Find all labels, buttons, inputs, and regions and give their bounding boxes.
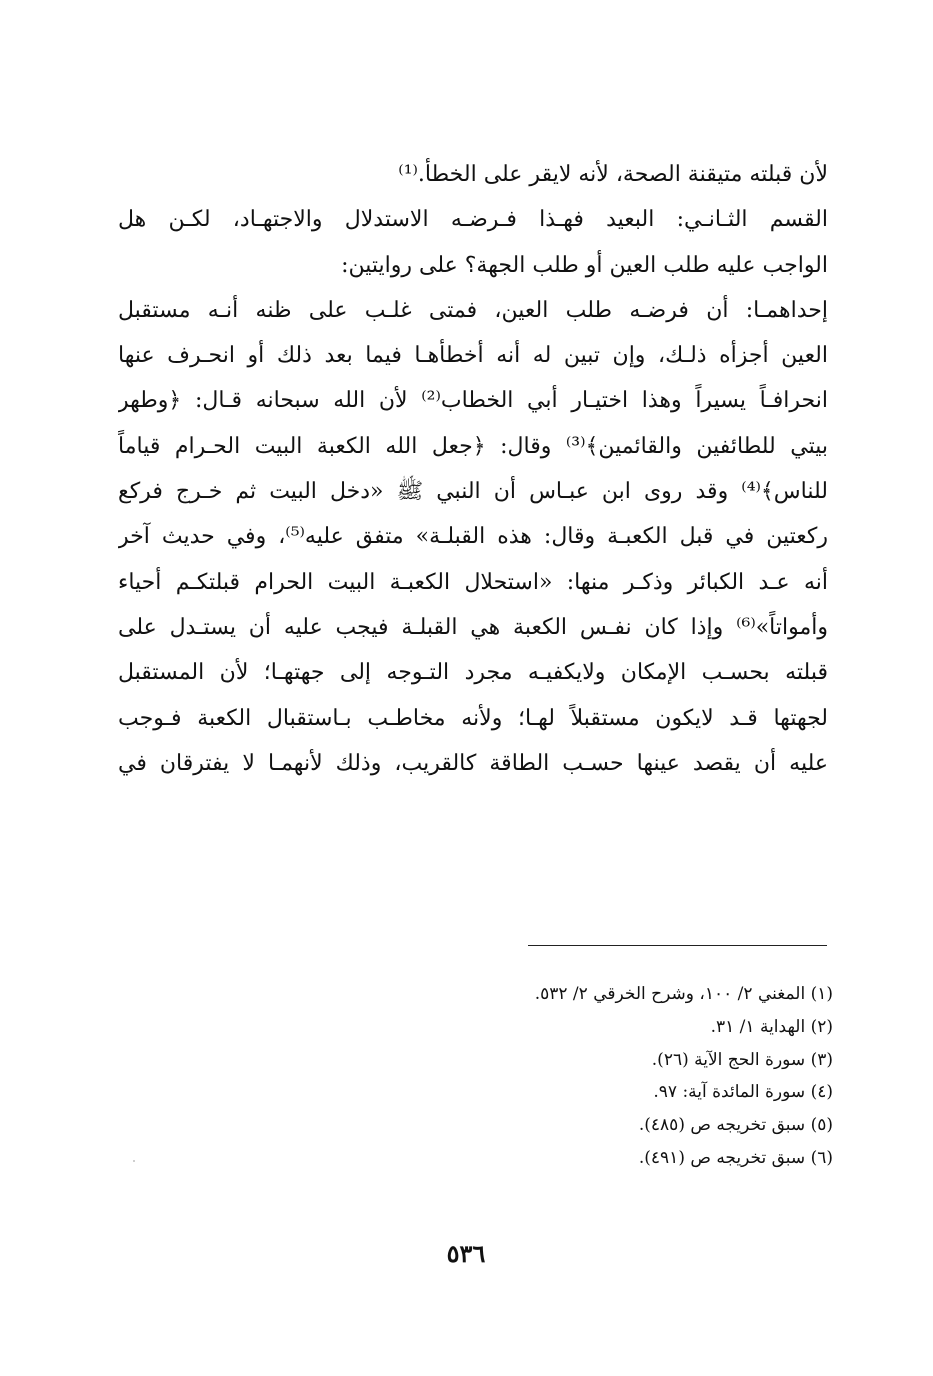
text-line-1: لأن قبلته متيقنة الصحة، لأنه لايقر على الخطأ.⁽¹⁾	[398, 162, 828, 187]
text-line-6: انحرافـاً يسيراً وهذا اختيـار أبي الخطاب⁽²⁾ لأن الله سبحانه قـال: ﴿وطهر	[118, 388, 828, 414]
text-line-13: لجهتها قـد لايكون مستقبلاً لهـا؛ ولأنه مخاطـب بـاستقبال الكعبة فـوجب	[118, 705, 828, 731]
text-line-9: ركعتين في قبل الكعبـة وقال: هذه القبلـة» متفق عليه⁽⁵⁾، وفي حديث آخر	[118, 524, 828, 550]
main-text	[118, 152, 828, 786]
footnote-4: (٤) سورة المائدة آية: ٩٧.	[653, 1082, 833, 1103]
footnote-6: (٦) سبق تخريجه ص (٤٩١).	[638, 1147, 833, 1168]
footnote-2: (٢) الهداية ١/ ٣١.	[710, 1016, 833, 1037]
text-line-7: بيتي للطائفين والقائمين﴾⁽³⁾ وقال: ﴿جعل الله الكعبة البيت الحـرام قياماً	[118, 433, 828, 459]
footnotes	[333, 978, 833, 1175]
text-line-14: عليه أن يقصد عينها حسـب الطاقة كالقريب، وذلك لأنهمـا لا يفترقان في	[118, 750, 828, 776]
text-line-10: أنه عـد الكبائر وذكـر منها: «استحلال الكعبـة البيت الحرام قبلتكـم أحياء	[118, 569, 828, 595]
text-line-11: وأمواتاً»⁽⁶⁾ وإذا كان نفـس الكعبة هي القبلـة فيجب عليه أن يستـدل على	[118, 614, 828, 640]
footnote-separator	[528, 945, 827, 946]
page-number: ٥٣٦	[446, 1239, 486, 1268]
text-line-5: العين أجزأه ذلـك، وإن تبين له أنه أخطأهـا فيما بعد ذلك أو انحـرف عنها	[118, 343, 828, 369]
scan-speck	[133, 1160, 135, 1162]
text-line-12: قبلته بحسـب الإمكان ولايكفيـه مجرد التـوجه إلى جهتهـا؛ لأن المستقبل	[118, 660, 828, 686]
footnote-1: (١) المغني ٢/ ١٠٠، وشرح الخرقي ٢/ ٥٣٢.	[534, 984, 833, 1004]
text-line-3: الواجب عليه طلب العين أو طلب الجهة؟ على روايتين:	[341, 252, 828, 278]
text-line-2: القسم الثـانـي: البعيد فهـذا فـرضـه الاستدلال والاجتهـاد، لكـن هل	[118, 207, 828, 233]
footnote-3: (٣) سورة الحج الآية (٢٦).	[651, 1049, 833, 1070]
text-line-4: إحداهمـا: أن فرضـه طلب العين، فمتى غلـب على ظنه أنـه مستقبل	[118, 297, 828, 323]
footnote-5: (٥) سبق تخريجه ص (٤٨٥).	[638, 1115, 833, 1136]
text-line-8: للناس﴾⁽⁴⁾ وقد روى ابن عبـاس أن النبي ﷺ «دخل البيت ثم خـرج فركع	[118, 479, 828, 505]
